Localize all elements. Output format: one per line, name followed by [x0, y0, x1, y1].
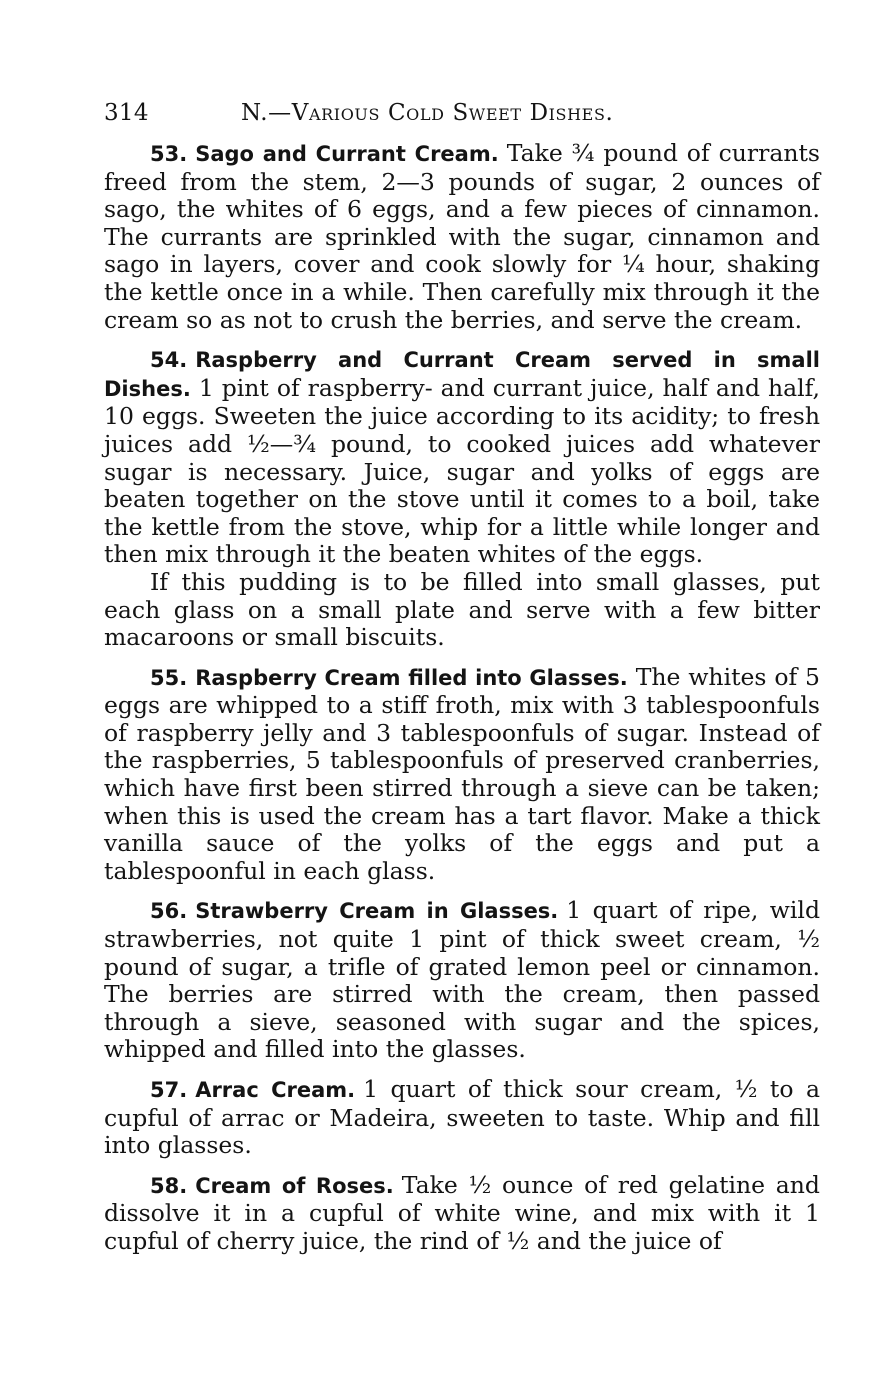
recipe-title: Raspberry and Currant Cream served in small Dishes.: [104, 348, 820, 401]
recipe-text: Take ¾ pound of currants freed from the stem, 2—3 pounds of sugar, 2 ounces of sago, the whites of 6 eggs, and a few pieces of cinnamon. The currants are sprinkled with the sugar, cinnamon and sago in layers, cover and cook slowly for ¼ hour, shaking the kettle once in a while. Then carefully mix through it the cream so as not to crush the berries, and serve the cream.: [104, 139, 820, 334]
recipe-number: 54.: [150, 348, 188, 373]
recipe-number: 57.: [150, 1078, 188, 1102]
recipe-text: 1 pint of raspberry- and currant juice, half and half, 10 eggs. Sweeten the juice according to its acidity; to fresh juices add ½—¾ pound, to cooked juices add whatever sugar is necessary. Juice, sugar and yolks of eggs are beaten together on the stove until it comes to a boil, take the kettle from the stove, whip for a little while longer and then mix through it the beaten whites of the eggs.: [104, 373, 820, 569]
recipe-title: Sago and Currant Cream.: [195, 142, 499, 166]
page-number: 314: [104, 100, 149, 126]
page-header: [104, 100, 820, 140]
recipe-paragraph: If this pudding is to be filled into small glasses, put each glass on a small plate and serve with a few bitter macaroons or small biscuits.: [104, 567, 820, 652]
recipe-paragraph: [104, 1172, 820, 1256]
recipe-paragraph: [104, 346, 820, 569]
recipe-title: Arrac Cream.: [195, 1078, 356, 1102]
recipe-paragraph: [104, 664, 820, 886]
recipe-paragraph: [104, 897, 820, 1064]
recipe-57: [104, 1076, 820, 1160]
recipe-53: [104, 140, 820, 334]
recipe-number: 56.: [150, 899, 188, 924]
recipe-text: The whites of 5 eggs are whipped to a stiff froth, mix with 3 tablespoonfuls of raspberry jelly and 3 tablespoonfuls of sugar. Instead of the raspberries, 5 tablespoonfuls of preserved cranberries, which have first been stirred through a sieve can be taken; when this is used the cream has a tart flavor. Make a thick vanilla sauce of the yolks of the eggs and put a tablespoonful in each glass.: [104, 662, 820, 885]
recipe-title: Cream of Roses.: [195, 1173, 394, 1198]
recipe-54: [104, 346, 820, 652]
recipe-text: 1 quart of ripe, wild strawberries, not quite 1 pint of thick sweet cream, ½ pound of sugar, a trifle of grated lemon peel or cinnamon. The berries are stirred with the cream, then passed through a sieve, seasoned with sugar and the spices, whipped and filled into the glasses.: [104, 896, 820, 1064]
recipe-text: Take ½ ounce of red gelatine and dissolve it in a cupful of white wine, and mix with it 1 cupful of cherry juice, the rind of ½ and the juice of: [104, 1170, 820, 1255]
running-head: N.—Various Cold Sweet Dishes.: [241, 100, 614, 126]
recipe-number: 58.: [150, 1173, 188, 1198]
recipe-55: [104, 664, 820, 886]
recipe-56: [104, 897, 820, 1064]
recipe-58: [104, 1172, 820, 1256]
recipe-title: Raspberry Cream filled into Glasses.: [195, 665, 628, 690]
book-page: [104, 100, 820, 1268]
recipe-title: Strawberry Cream in Glasses.: [195, 899, 559, 924]
recipe-text: 1 quart of thick sour cream, ½ to a cupful of arrac or Madeira, sweeten to taste. Whip and fill into glasses.: [104, 1075, 820, 1160]
recipe-number: 55.: [150, 665, 188, 690]
recipe-paragraph: [104, 140, 820, 334]
recipe-number: 53.: [150, 142, 188, 166]
recipe-paragraph: [104, 1076, 820, 1160]
